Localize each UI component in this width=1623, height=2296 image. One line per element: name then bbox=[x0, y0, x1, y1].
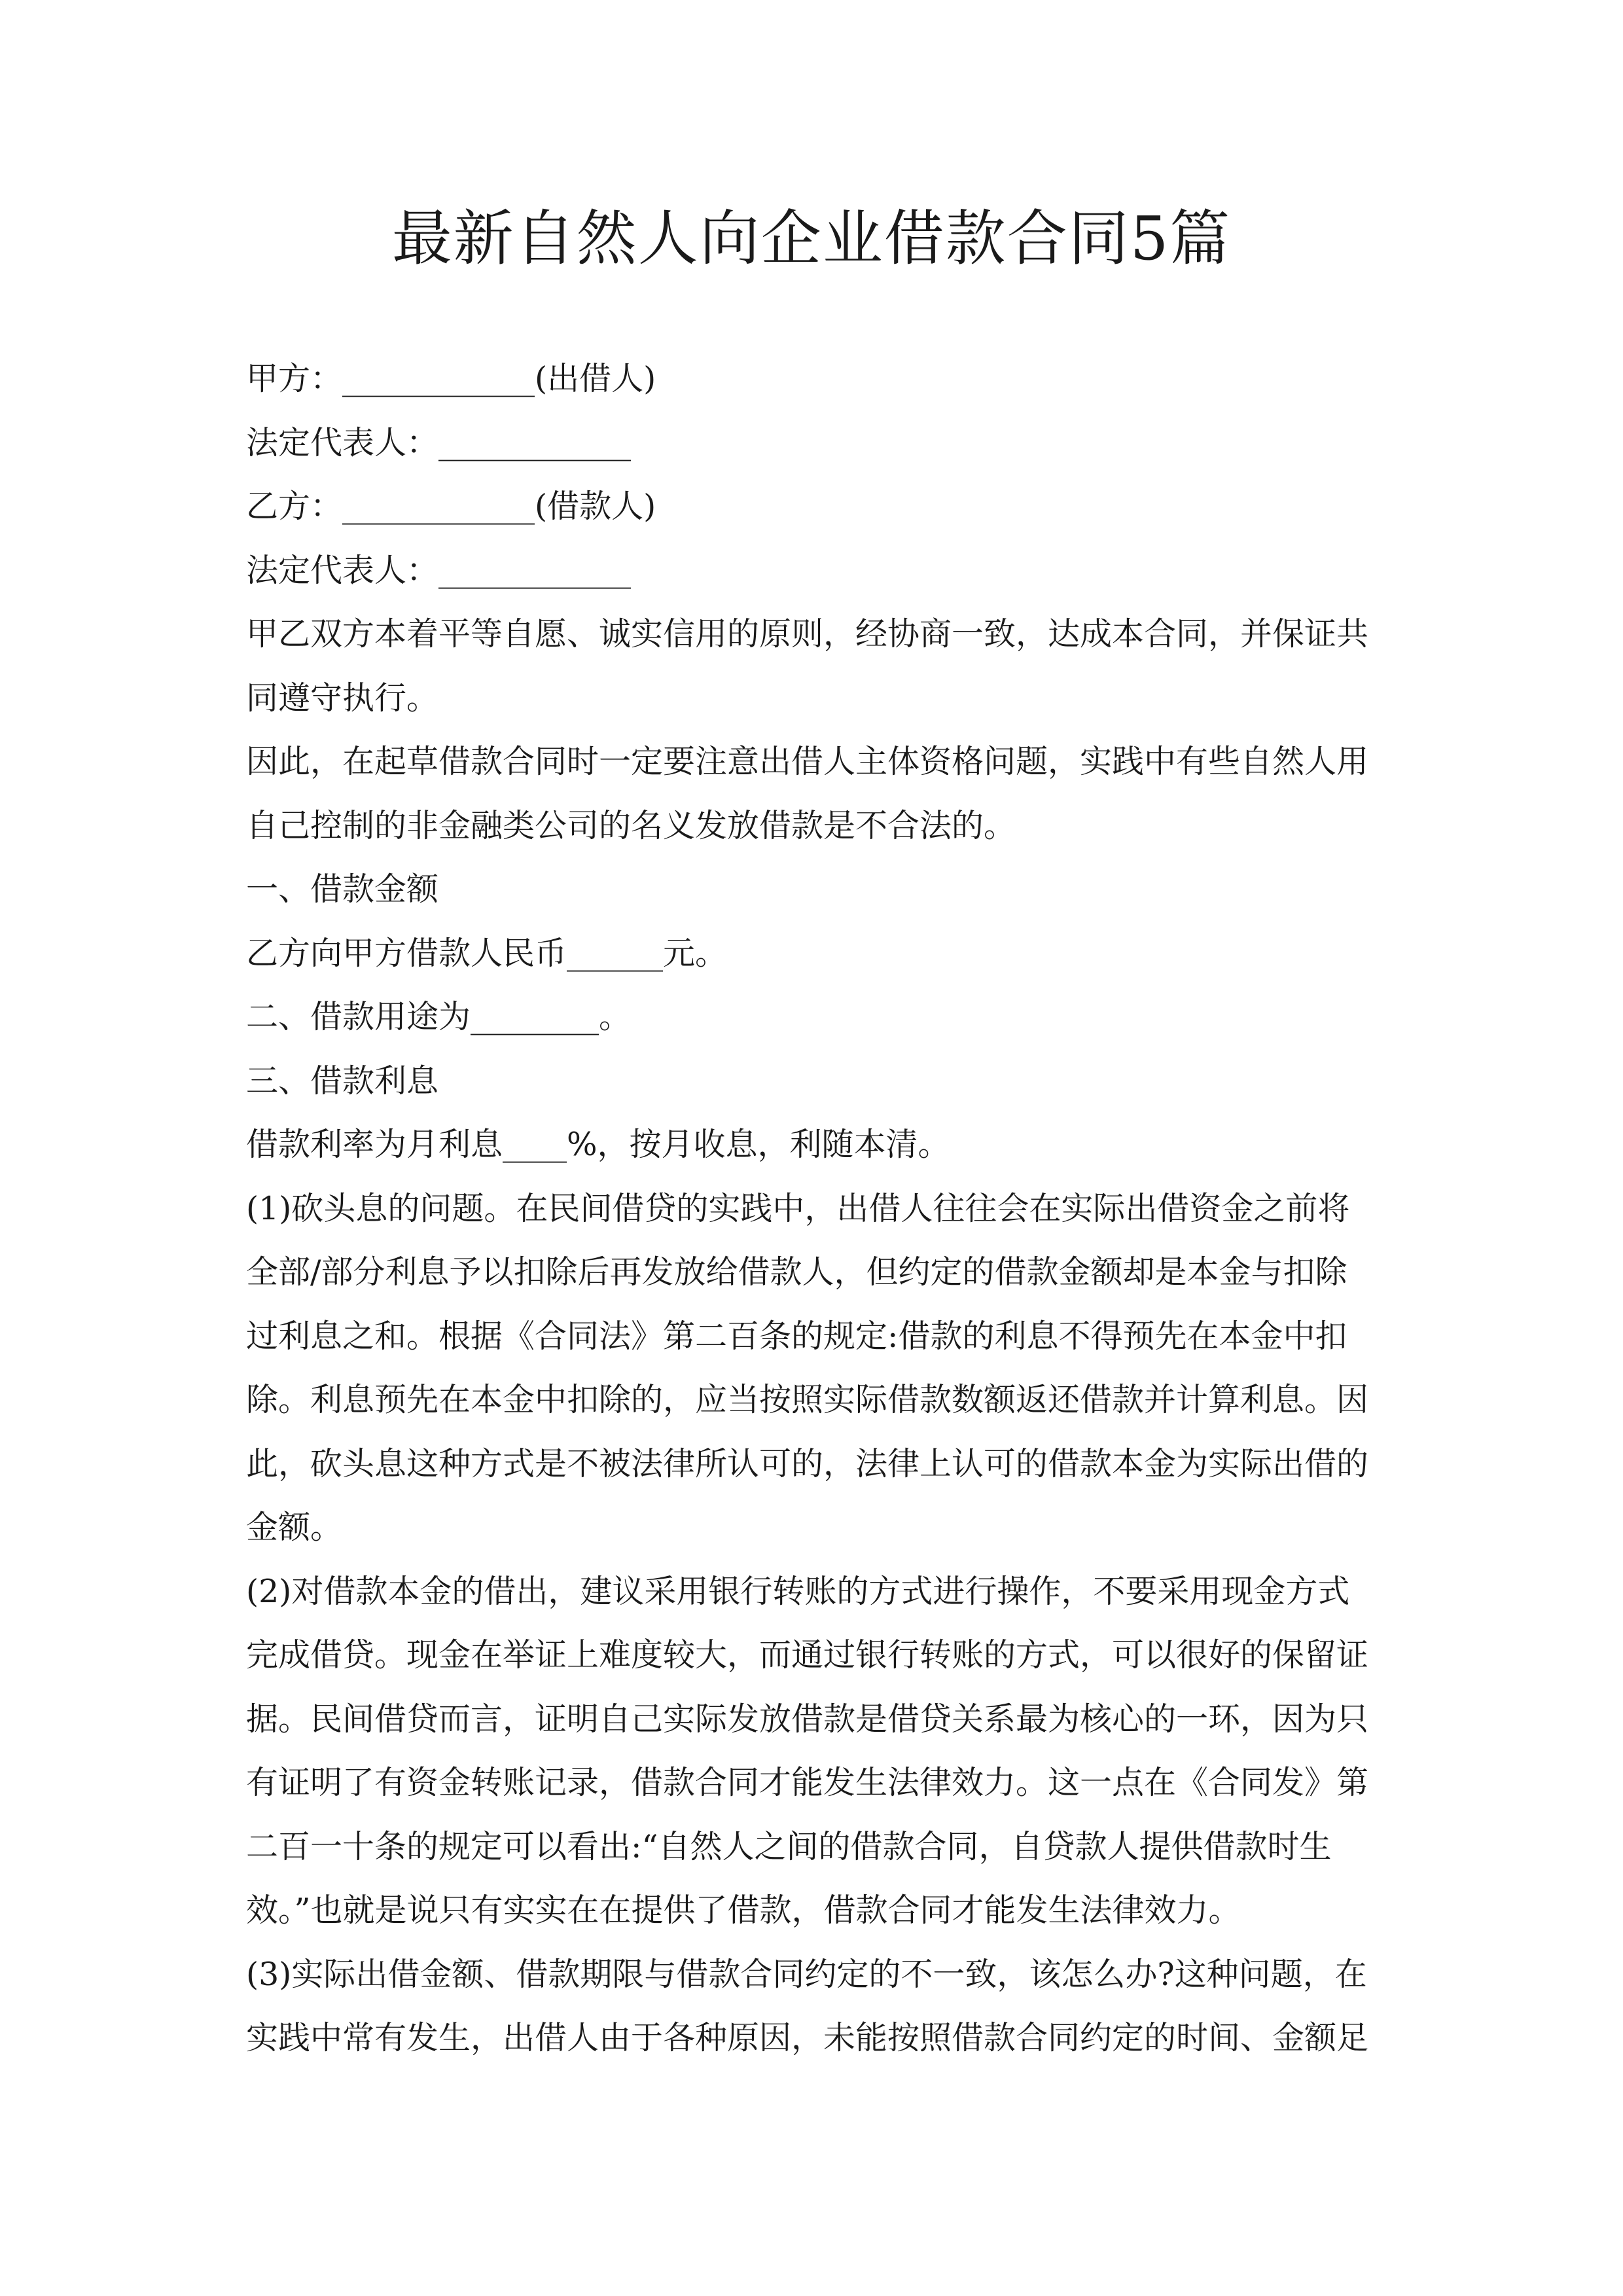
document-body bbox=[246, 347, 1378, 2070]
section-heading-purpose: 二、借款用途为________。 bbox=[246, 998, 632, 1035]
party-a-line: 甲方：____________(出借人) bbox=[246, 360, 656, 397]
section-heading-interest: 三、借款利息 bbox=[246, 1062, 439, 1100]
clause-1-line: 全部/部分利息予以扣除后再发放给借款人，但约定的借款金额却是本金与扣除 bbox=[246, 1253, 1347, 1291]
clause-3-line: 实践中常有发生，出借人由于各种原因，未能按照借款合同约定的时间、金额足 bbox=[246, 2019, 1369, 2056]
clause-2-line: 据。民间借贷而言，证明自己实际发放借款是借贷关系最为核心的一环，因为只 bbox=[246, 1700, 1369, 1738]
clause-1-line: (1)砍头息的问题。在民间借贷的实践中，出借人往往会在实际出借资金之前将 bbox=[246, 1189, 1350, 1227]
clause-3-line: (3)实际出借金额、借款期限与借款合同约定的不一致，该怎么办?这种问题，在 bbox=[246, 1955, 1367, 1993]
note-line: 自己控制的非金融类公司的名义发放借款是不合法的。 bbox=[246, 806, 1016, 844]
amount-line: 乙方向甲方借款人民币______元。 bbox=[246, 934, 728, 972]
clause-1-line: 此，砍头息这种方式是不被法律所认可的，法律上认可的借款本金为实际出借的 bbox=[246, 1444, 1369, 1482]
clause-2-line: (2)对借款本金的借出，建议采用银行转账的方式进行操作，不要采用现金方式 bbox=[246, 1572, 1350, 1610]
clause-1-line: 金额。 bbox=[246, 1509, 343, 1546]
clause-2-line: 有证明了有资金转账记录，借款合同才能发生法律效力。这一点在《合同发》第 bbox=[246, 1764, 1369, 1801]
note-line: 因此，在起草借款合同时一定要注意出借人主体资格问题，实践中有些自然人用 bbox=[246, 743, 1369, 780]
party-b-legal-rep-line: 法定代表人：____________ bbox=[246, 551, 632, 589]
clause-2-line: 完成借贷。现金在举证上难度较大，而通过银行转账的方式，可以很好的保留证 bbox=[246, 1636, 1369, 1674]
clause-2-line: 二百一十条的规定可以看出:“自然人之间的借款合同，自贷款人提供借款时生 bbox=[246, 1827, 1332, 1865]
document-title: 最新自然人向企业借款合同5篇 bbox=[391, 204, 1232, 274]
clause-1-line: 除。利息预先在本金中扣除的，应当按照实际借款数额返还借款并计算利息。因 bbox=[246, 1381, 1369, 1418]
interest-rate-line: 借款利率为月利息____%，按月收息，利随本清。 bbox=[246, 1126, 950, 1163]
clause-1-line: 过利息之和。根据《合同法》第二百条的规定:借款的利息不得预先在本金中扣 bbox=[246, 1317, 1347, 1355]
section-heading-amount: 一、借款金额 bbox=[246, 870, 439, 908]
preamble-line: 同遵守执行。 bbox=[246, 679, 439, 717]
party-b-line: 乙方：____________(借款人) bbox=[246, 488, 656, 525]
preamble-line: 甲乙双方本着平等自愿、诚实信用的原则，经协商一致，达成本合同，并保证共 bbox=[246, 615, 1369, 653]
party-a-legal-rep-line: 法定代表人：____________ bbox=[246, 423, 632, 461]
clause-2-line: 效。”也就是说只有实实在在提供了借款，借款合同才能发生法律效力。 bbox=[246, 1892, 1241, 1929]
